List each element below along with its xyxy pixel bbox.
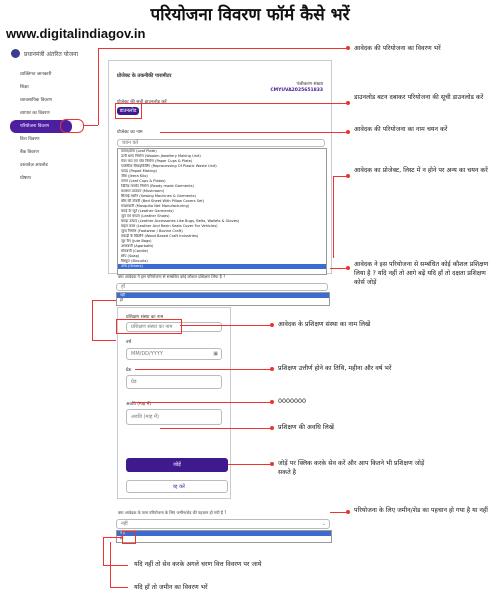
grade-label: ग्रेड	[126, 368, 131, 373]
project-option[interactable]: पत्तल (Leaf Cups & Plates)	[121, 179, 166, 183]
project-option[interactable]: जूता निर्माण (Footwear / Bovine Craft)	[121, 229, 183, 233]
project-option[interactable]: जूते एवं चप्पल (Leather Shoes)	[121, 214, 170, 218]
annotation-fill-project: आवेदक की परियोजना का विवरण भरें	[354, 45, 441, 52]
training-question: क्या आवेदक ने इस परियोजना से सम्बंधित कोई कौशल प्रशिक्षण लिया है ?	[118, 274, 226, 279]
project-option[interactable]: वाहन कवर (Leather And Rexin Seats Cover For Vehicles)	[121, 224, 218, 228]
connector	[92, 340, 116, 341]
dot-marker	[270, 367, 274, 371]
page-title: परियोजना विवरण फॉर्म कैसे भरें	[150, 5, 350, 25]
project-option[interactable]: जीरा (Jeera Kilo)	[121, 174, 148, 178]
connector	[110, 542, 111, 587]
training-dropdown	[116, 292, 330, 306]
project-label: प्रोजेक्ट का नाम	[117, 130, 143, 135]
dot-marker	[270, 323, 274, 327]
connector	[103, 537, 104, 565]
dot-marker	[270, 400, 274, 404]
chevron-down-icon: ⌄	[321, 521, 326, 527]
sidebar-item-project[interactable]: परियोजना विवरण	[10, 120, 72, 133]
connector	[333, 176, 334, 258]
sidebar-item-finance[interactable]: वित्त विवरण	[20, 137, 40, 142]
sidebar-item-business[interactable]: व्यापार का विवरण	[20, 111, 50, 116]
calendar-icon[interactable]: ▣	[213, 351, 218, 357]
training-option-no[interactable]: नहीं	[117, 293, 329, 298]
project-option[interactable]: पेपर कप एवं प्लेट निर्माण (Paper Cups & Plate)	[121, 159, 193, 163]
project-option[interactable]: मशरूम उत्पादन (Mushroom)	[121, 189, 165, 193]
project-option[interactable]: प्लास्टिक रिसाइकिलिंग (Reprocessing Of Plastic Waste Unit)	[121, 164, 217, 168]
section-header: प्रोजेक्ट के तकनीकी पारामीटर	[117, 73, 172, 79]
project-option[interactable]: बिस्कुट (Biscuits)	[121, 259, 148, 263]
annotation-duration: प्रशिक्षण की अवधि लिखें	[278, 424, 334, 431]
dot-marker	[270, 462, 274, 466]
connector	[180, 325, 272, 326]
duration-label: अवधि (माह में)	[126, 402, 152, 407]
dot-marker	[346, 130, 350, 134]
training-select[interactable]: हाँ	[116, 283, 328, 291]
dot-marker	[346, 266, 350, 270]
land-select[interactable]	[116, 519, 330, 529]
add-training-button[interactable]: जोड़ें	[126, 458, 228, 472]
annotation-others: आवेदक का प्रोजेक्ट, लिस्ट में न होने पर अन्य का चयन करें	[354, 167, 488, 174]
ref-label: पंजीकरण संख्या	[296, 82, 323, 87]
institution-input[interactable]: प्रशिक्षण संस्था का नाम	[126, 322, 222, 332]
grade-input[interactable]: ग्रेड	[126, 375, 222, 389]
download-label: प्रोजेक्ट की सूची डाउनलोड करें	[117, 100, 167, 105]
sidebar-item-documents[interactable]: दस्तावेज़ अपलोड	[20, 163, 48, 168]
dot-marker	[346, 101, 350, 105]
project-option[interactable]: अगरबत्ती (Agarbatti)	[121, 244, 154, 248]
annotation-grade: 0000000	[278, 398, 307, 405]
connector	[92, 300, 93, 340]
institution-label: प्रशिक्षण संस्था का नाम	[126, 315, 164, 320]
project-option[interactable]: जूट बैग (Jute Bags)	[121, 239, 152, 243]
logo-text: प्रधानमंत्री अंतरित योजना	[24, 50, 79, 58]
project-form-panel	[108, 60, 332, 274]
connector	[103, 565, 128, 566]
connector	[140, 103, 348, 104]
date-placeholder: MM/DD/YYYY	[131, 351, 163, 357]
sidebar-item-education[interactable]: शिक्षा	[20, 85, 29, 90]
connector	[160, 428, 272, 429]
connector	[103, 537, 122, 538]
land-question: क्या आवेदक के पास परियोजना के लिए जमीन/शेड की पहचान हो गयी है ?	[118, 510, 227, 515]
project-option[interactable]: पत्तल/दोना (Leaf Plate)	[121, 149, 157, 153]
connector	[110, 587, 128, 588]
project-select[interactable]: चयन करें	[117, 139, 325, 147]
connector	[135, 369, 272, 370]
annotation-training: आवेदक ने इस परियोजना से सम्बंधित कोई कौशल प्रशिक्षण लिया है ? यदि नहीं तो आगे बढ़ें यदि हाँ तो दक्षता प्रशिक्षण कोर्स जोड़ें	[354, 261, 489, 286]
sidebar-item-personal[interactable]: व्यक्तिगत जानकारी	[20, 72, 52, 77]
land-dropdown	[116, 530, 332, 543]
site-url: www.digitalindiagov.in	[6, 26, 146, 41]
project-option[interactable]: लकड़ी के खिलौने (Wood Based Craft Industries)	[121, 234, 199, 238]
land-option-no[interactable]: नहीं	[117, 531, 331, 536]
training-form-panel	[117, 307, 231, 499]
duration-input[interactable]: अवधि (माह में)	[126, 409, 222, 425]
project-dropdown-list	[117, 148, 327, 275]
annotation-land-yes: यदि हाँ तो जमीन का विवरण भरें	[134, 584, 208, 591]
sidebar-item-professional[interactable]: व्यावसायिक विवरण	[20, 98, 52, 103]
connector	[160, 132, 348, 133]
institution-highlight	[116, 319, 182, 334]
logo-icon	[11, 49, 20, 58]
land-select-value: नहीं	[121, 521, 128, 527]
annotation-download: डाउनलोड बटन दबाकर परियोजना की सूची डाउनलोड करें	[354, 94, 484, 101]
project-option[interactable]: रेडीमेड गारमेंट निर्माण (Ready made Garments)	[121, 184, 194, 188]
connector	[92, 300, 116, 301]
ref-value: CMYUVA2025651833	[270, 88, 323, 93]
project-option[interactable]: बाँस की टोकरी (Bed Sheet With Pillow Covers Set)	[121, 199, 204, 203]
dot-marker	[346, 510, 350, 514]
project-option[interactable]: मोमबत्ती (Candle)	[121, 249, 149, 253]
training-option-yes[interactable]: हाँ	[120, 298, 123, 302]
dot-marker	[346, 174, 350, 178]
project-option[interactable]: पापड़ (Papad Making)	[121, 169, 157, 173]
cancel-button[interactable]: रद्द करें	[126, 480, 228, 493]
land-option-highlight	[122, 531, 136, 544]
land-option-yes[interactable]: हाँ	[120, 536, 123, 540]
annotation-land-no: यदि नहीं तो सेव करके अगले चरण वित्त विवरण पर जाये	[134, 561, 262, 568]
date-label: वर्ष	[126, 340, 132, 345]
annotation-institution: आवेदक के प्रशिक्षण संस्था का नाम लिखें	[278, 321, 371, 328]
dot-marker	[346, 46, 350, 50]
annotation-add: जोड़ें पर क्लिक करके सेव करें और आप कितने भी प्रशिक्षण जोड़ें सकते है	[278, 460, 425, 476]
annotation-project-name: आवेदक की परियोजना का नाम चयन करें	[354, 126, 448, 133]
sidebar-item-bank[interactable]: बैंक विवरण	[20, 150, 39, 155]
project-option[interactable]: मच्छरदानी (Mosquito Net Manufacturing)	[121, 204, 190, 208]
connector	[98, 48, 99, 125]
download-button[interactable]: डाउनलोड	[117, 107, 139, 115]
sidebar-highlight	[60, 119, 84, 133]
project-option[interactable]: सिलाई मशीन (Sewing Machines & Garments)	[121, 194, 196, 198]
logo	[11, 49, 78, 58]
annotation-date: प्रशिक्षण उत्तीर्ण होने का तिथि, महीना और वर्ष भरें	[278, 365, 392, 372]
download-highlight	[115, 103, 142, 119]
annotation-land: परियोजना के लिए जमीन/शेड का पहचान हो गया है या नहीं	[354, 507, 488, 514]
sidebar-item-declaration[interactable]: घोषणा	[20, 176, 31, 181]
project-option[interactable]: सोप (Soap)	[121, 254, 140, 258]
project-option[interactable]: चमड़ा उत्पाद (Leather Accessories Like Bugs, Belts, Wallets & Gloves)	[121, 219, 240, 223]
project-option-others[interactable]: अन्य (Others)	[118, 264, 326, 269]
connector	[132, 402, 272, 403]
project-option[interactable]: चमड़े के जूते (Leather Garments)	[121, 209, 174, 213]
date-input[interactable]	[126, 348, 222, 360]
dot-marker	[270, 426, 274, 430]
connector	[228, 464, 272, 465]
connector	[98, 48, 348, 49]
connector	[84, 125, 98, 126]
project-option[interactable]: ऊनी धागा निर्माण (Woolen Jewellery Making Unit)	[121, 154, 201, 158]
